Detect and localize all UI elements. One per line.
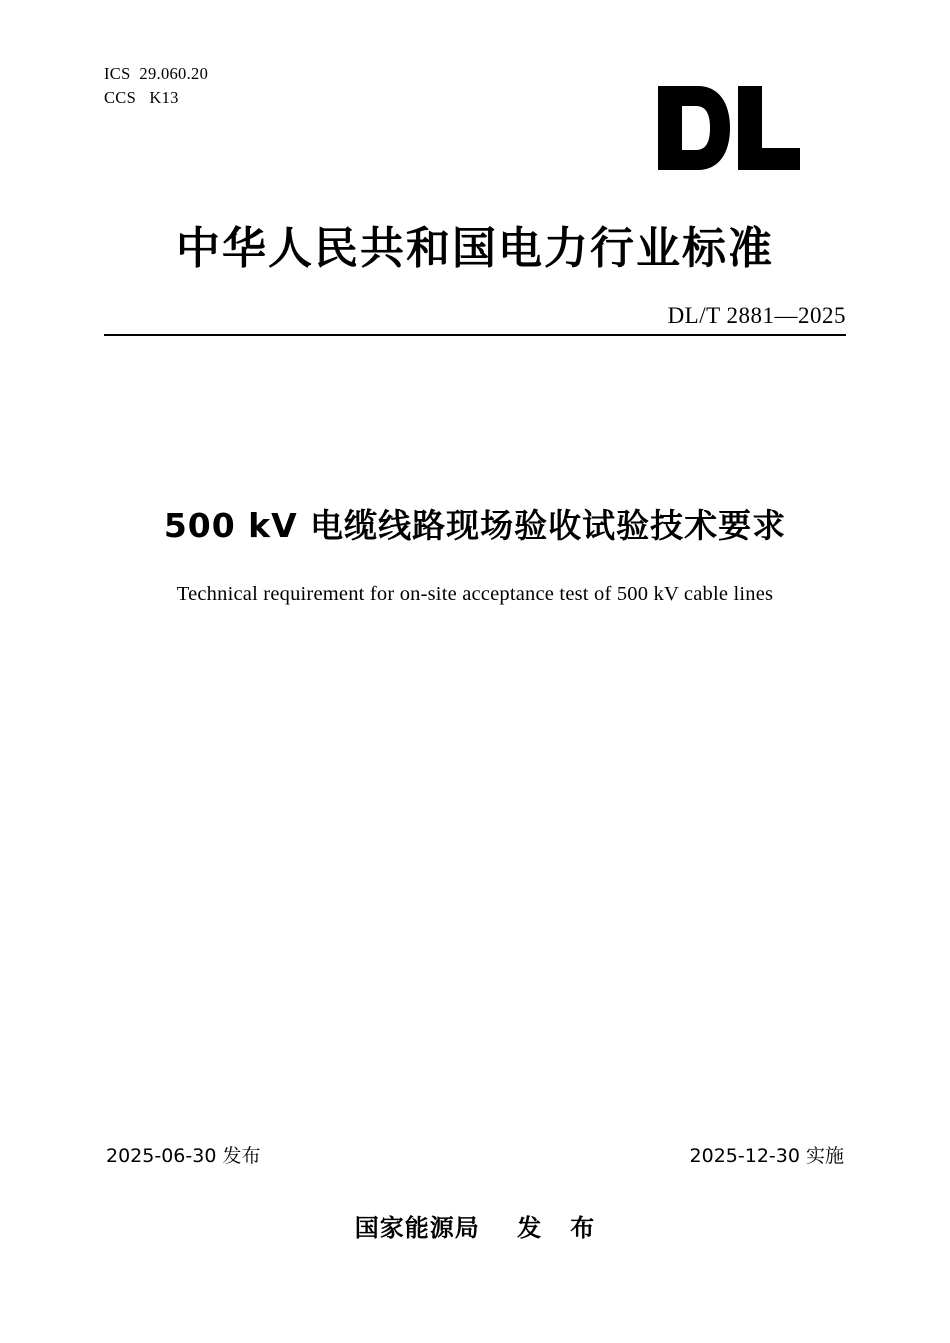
document-title-cn: 500 kV 电缆线路现场验收试验技术要求 (163, 506, 787, 545)
horizontal-divider (104, 334, 846, 336)
standard-number: DL/T 2881—2025 (667, 303, 846, 328)
dl-logo (654, 82, 804, 174)
page-title: 中华人民共和国电力行业标准 (176, 223, 774, 274)
classification-codes (104, 62, 208, 110)
publisher-name: 国家能源局 发 布 (354, 1214, 596, 1242)
ccs-code: CCS K13 (104, 87, 179, 107)
issue-date: 2025-06-30 发布 (106, 1145, 261, 1167)
ics-code: ICS 29.060.20 (104, 64, 209, 83)
document-title-en: Technical requirement for on-site acceptance test of 500 kV cable lines (176, 583, 774, 605)
effective-date: 2025-12-30 实施 (689, 1145, 844, 1167)
